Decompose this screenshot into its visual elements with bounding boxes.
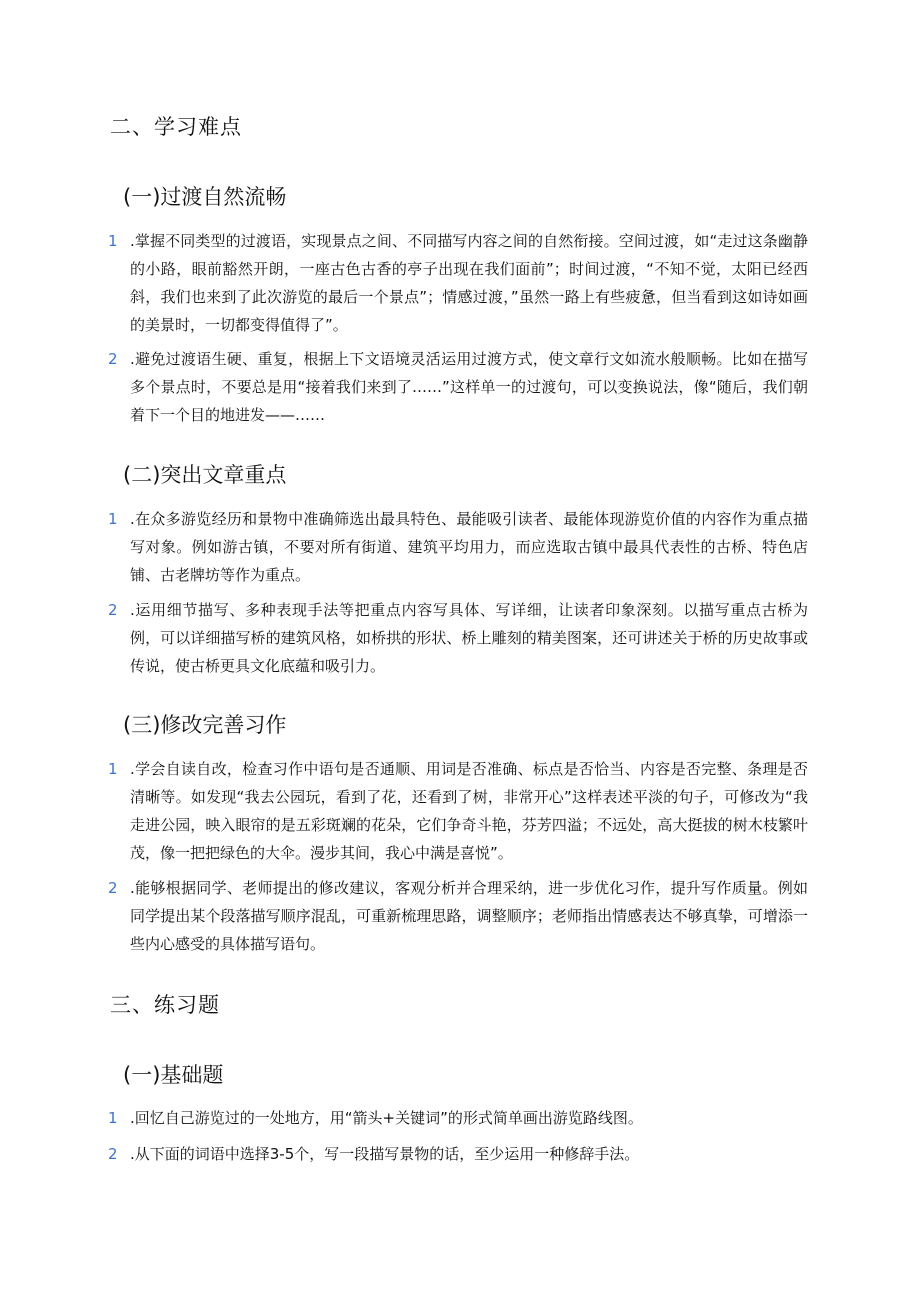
list-item-text: .运用细节描写、多种表现手法等把重点内容写具体、写详细，让读者印象深刻。以描写重点古桥为例，可以详细描写桥的建筑风格，如桥拱的形状、桥上雕刻的精美图案，还可讲述关于桥的历史故事或传说，使古桥更具文化底蕴和吸引力。 (130, 601, 808, 675)
list-item (108, 755, 808, 867)
section-heading-learning-difficulties: 二、学习难点 (110, 115, 242, 139)
list-item-text: .在众多游览经历和景物中准确筛选出最具特色、最能吸引读者、最能体现游览价值的内容作为重点描写对象。例如游古镇，不要对所有街道、建筑平均用力，而应选取古镇中最具代表性的古桥、特色店铺、古老牌坊等作为重点。 (130, 510, 808, 584)
list-item-number: 2 (108, 350, 118, 368)
list-item-number: 1 (108, 760, 118, 778)
subsection-heading-transitions: (一)过渡自然流畅 (123, 185, 287, 209)
list-item-text: .从下面的词语中选择3-5个，写一段描写景物的话，至少运用一种修辞手法。 (130, 1145, 640, 1163)
list-item-number: 1 (108, 232, 118, 250)
list-item (108, 874, 808, 958)
list-item-text: .学会自读自改，检查习作中语句是否通顺、用词是否准确、标点是否恰当、内容是否完整、条理是否清晰等。如发现“我去公园玩，看到了花，还看到了树，非常开心”这样表述平淡的句子，可修改为“我走进公园，映入眼帘的是五彩斑斓的花朵，它们争奇斗艳，芬芳四溢；不远处，高大挺拔的树木枝繁叶茂，像一把把绿色的大伞。漫步其间，我心中满是喜悦”。 (130, 760, 808, 862)
list-item-text: .回忆自己游览过的一处地方，用“箭头+关键词”的形式简单画出游览路线图。 (130, 1109, 643, 1127)
list-item-number: 2 (108, 601, 118, 619)
list-item-text: .掌握不同类型的过渡语，实现景点之间、不同描写内容之间的自然衔接。空间过渡，如“走过这条幽静的小路，眼前豁然开朗，一座古色古香的亭子出现在我们面前”；时间过渡，“不知不觉，太阳已经西斜，我们也来到了此次游览的最后一个景点”；情感过渡，”虽然一路上有些疲惫，但当看到这如诗如画的美景时，一切都变得值得了”。 (130, 232, 808, 334)
list-item (108, 505, 808, 589)
list-item-number: 2 (108, 1145, 118, 1163)
subsection-heading-highlight-focus: (二)突出文章重点 (123, 463, 287, 487)
list-item (108, 345, 808, 429)
list-item (108, 227, 808, 339)
subsection-heading-revise-writing: (三)修改完善习作 (123, 713, 287, 737)
list-item-number: 1 (108, 510, 118, 528)
list-item-number: 2 (108, 879, 118, 897)
list-item-text: .避免过渡语生硬、重复，根据上下文语境灵活运用过渡方式，使文章行文如流水般顺畅。比如在描写多个景点时，不要总是用“接着我们来到了……”这样单一的过渡句，可以变换说法，像“随后，我们朝着下一个目的地进发——…… (130, 350, 808, 424)
list-item (108, 596, 808, 680)
section-heading-exercises: 三、练习题 (110, 993, 220, 1017)
list-item (108, 1140, 808, 1168)
list-item (108, 1104, 808, 1132)
list-item-number: 1 (108, 1109, 118, 1127)
list-item-text: .能够根据同学、老师提出的修改建议，客观分析并合理采纳，进一步优化习作，提升写作质量。例如同学提出某个段落描写顺序混乱，可重新梳理思路，调整顺序；老师指出情感表达不够真挚，可增添一些内心感受的具体描写语句。 (130, 879, 808, 953)
subsection-heading-basic-questions: (一)基础题 (123, 1063, 224, 1087)
